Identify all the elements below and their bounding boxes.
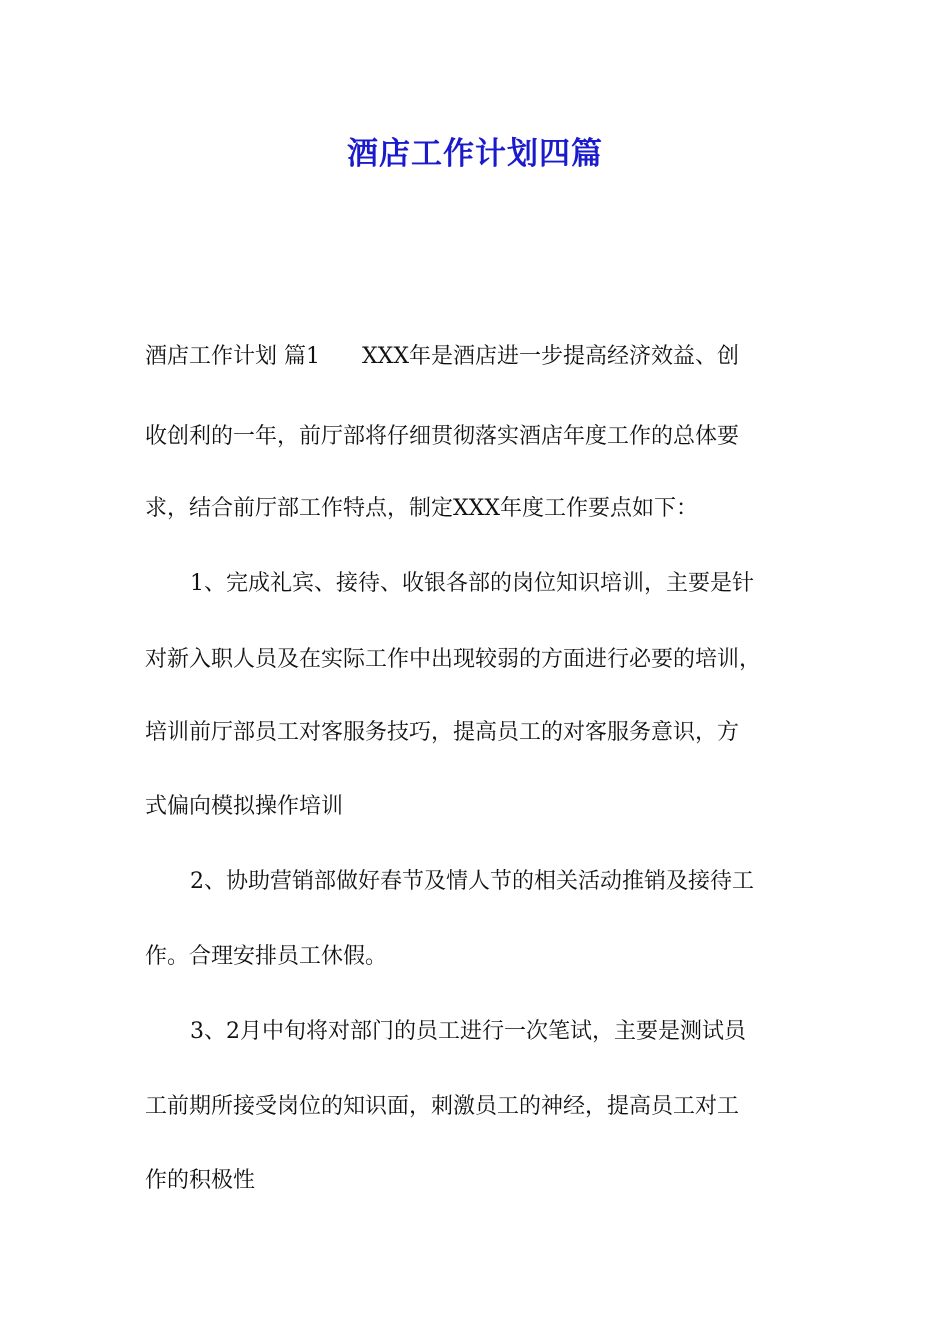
item-3-line-2: 工前期所接受岗位的知识面，刺激员工的神经，提高员工对工	[145, 1094, 740, 1119]
item-2-line-2: 作。合理安排员工休假。	[145, 944, 388, 969]
item-3-line-3: 作的积极性	[145, 1168, 256, 1193]
paragraph-1-line-2: 收创利的一年，前厅部将仔细贯彻落实酒店年度工作的总体要	[145, 424, 740, 449]
item-1-line-2: 对新入职人员及在实际工作中出现较弱的方面进行必要的培训，	[145, 647, 762, 672]
item-1-line-3: 培训前厅部员工对客服务技巧，提高员工的对客服务意识，方	[145, 720, 740, 745]
item-1-line-1: 1、完成礼宾、接待、收银各部的岗位知识培训，主要是针	[190, 571, 754, 596]
paragraph-1-line-1	[145, 342, 739, 372]
section-heading-label: 酒店工作计划 篇1	[145, 344, 320, 369]
item-1-line-4: 式偏向模拟操作培训	[145, 794, 344, 819]
intro-text: XXX年是酒店进一步提高经济效益、创	[362, 344, 739, 369]
item-3-line-1: 3、2月中旬将对部门的员工进行一次笔试，主要是测试员	[190, 1019, 746, 1044]
document-title: 酒店工作计划四篇	[347, 136, 603, 172]
item-2-line-1: 2、协助营销部做好春节及情人节的相关活动推销及接待工	[190, 869, 754, 894]
paragraph-1-line-3: 求，结合前厅部工作特点，制定XXX年度工作要点如下：	[145, 496, 698, 521]
